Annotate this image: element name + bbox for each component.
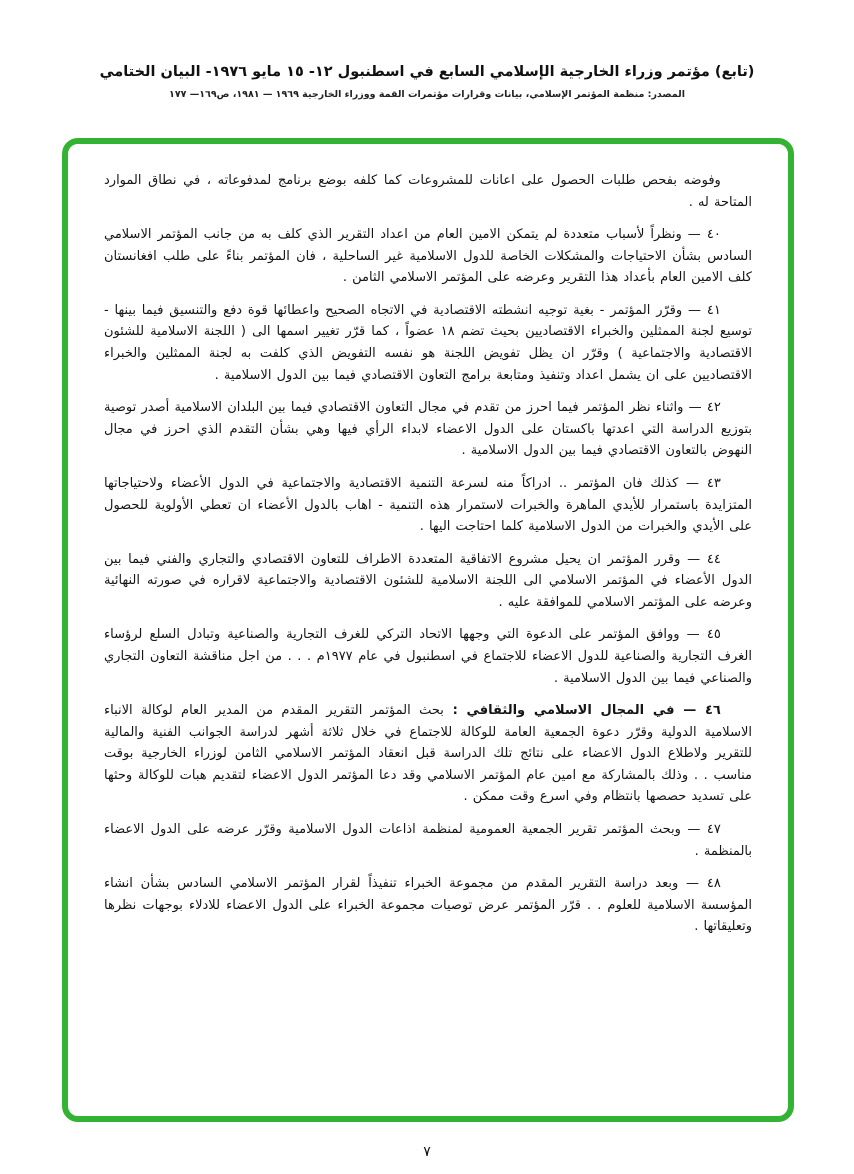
paragraph — [104, 624, 752, 689]
paragraph-body: بحث المؤتمر التقرير المقدم من المدير العام لوكالة الانباء الاسلامية الدولية وقرّر دعوة الجمعية العامة للوكالة للاجتماع في خلال ثلاثة أشهر لدراسة الجوانب الفنية والمالية للتقرير ولاطلاع الدول الاعضاء على نتائج تلك الدراسة قبل انعقاد المؤتمر الاسلامي الثامن لوزراء الخارجية بوقت مناسب . . وذلك بالمشاركة مع امين عام المؤتمر الاسلامي وقد دعا المؤتمر الدول الاعضاء لتقديم هبات للوكالة وحثها على تسديد حصصها بانتظام وفي اسرع وقت ممكن . — [104, 703, 752, 805]
page-number: ٧ — [423, 1144, 431, 1160]
paragraph-body: ٤٢ — واثناء نظر المؤتمر فيما احرز من تقدم في مجال التعاون الاقتصادي فيما بين البلدان الاسلامية أصدر توصية بتوزيع الدراسة التي اعدتها باكستان على الدول الاعضاء لابداء الرأي فيها وهي بشأن التقدم الذي احرز في مجال النهوض بالتعاون الاقتصادي فيما بين الدول الاسلامية . — [104, 400, 752, 459]
paragraph — [104, 224, 752, 289]
paragraph-body: ٤١ — وقرّر المؤتمر - بغية توجيه انشطته الاقتصادية في الاتجاه الصحيح واعطائها قوة دفع والتنسيق فيما بينها - توسيع لجنة الممثلين والخبراء الاقتصاديين بحيث تضم ١٨ عضواً ، كما قرّر تغيير اسمها الى ( اللجنة الاسلامية للشئون الاقتصادية والاجتماعية ) وقرّر ان يظل تفويض اللجنة هو نفسه التفويض الذي كلفت به لجنة الممثلين والخبراء الاقتصاديين على ان يشمل اعداد وتنفيذ ومتابعة برامج التعاون الاقتصادي فيما بين الدول الاسلامية . — [104, 302, 752, 383]
paragraph — [104, 549, 752, 614]
paragraph-body: وفوضه بفحص طلبات الحصول على اعانات للمشروعات كما كلفه بوضع برنامج لمدفوعاته ، في نطاق الموارد المتاحة له . — [104, 173, 752, 210]
green-bordered-content-box — [62, 138, 794, 1122]
paragraph-body: ٤٨ — وبعد دراسة التقرير المقدم من مجموعة الخبراء تنفيذاً لقرار المؤتمر الاسلامي السادس بشأن انشاء المؤسسة الاسلامية للعلوم . . قرّر المؤتمر عرض توصيات مجموعة الخبراء على الدول الاعضاء للادلاء بوجهات نظرها وتعليقاتها . — [104, 876, 752, 935]
page-header — [40, 64, 814, 100]
paragraph — [104, 473, 752, 538]
paragraph-lead: ٤٦ — في المجال الاسلامي والثقافي : — [443, 703, 721, 719]
paragraph — [104, 819, 752, 862]
paragraph-body: ٤٧ — وبحث المؤتمر تقرير الجمعية العمومية لمنظمة اذاعات الدول الاسلامية وقرّر عرضه على الدول الاعضاء بالمنظمة . — [104, 822, 752, 859]
paragraph — [104, 170, 752, 213]
paragraph-body: ٤٤ — وقرر المؤتمر ان يحيل مشروع الاتفاقية المتعددة الاطراف للتعاون الاقتصادي والتجاري والفني فيما بين الدول الأعضاء في المؤتمر الاسلامي الى اللجنة الاسلامية للشئون الاقتصادية والاجتماعية لاقراره في صورته النهائية وعرضه على المؤتمر الاسلامي للموافقة عليه . — [104, 551, 752, 610]
paragraph — [104, 300, 752, 386]
paragraph — [104, 700, 752, 808]
document-source-line: المصدر: منظمة المؤتمر الإسلامي، بيانات وقرارات مؤتمرات القمة ووزراء الخارجية ١٩٦٩ — ١٩٨١، ص١٦٩— ١٧٧ — [169, 89, 685, 100]
paragraph-body: ٤٥ — ووافق المؤتمر على الدعوة التي وجهها الاتحاد التركي للغرف التجارية والصناعية وتبادل السلع لرؤساء الغرف التجارية والصناعية للدول الاعضاء للاجتماع في اسطنبول في عام ١٩٧٧م . . . من اجل مناقشة التعاون التجاري والصناعي فيما بين الدول الاسلامية . — [104, 627, 752, 686]
paragraph — [104, 873, 752, 938]
paragraph-body: ٤٠ — ونظراً لأسباب متعددة لم يتمكن الامين العام من اعداد التقرير الذي كلف به من جانب المؤتمر الاسلامي السادس بشأن الاحتياجات والمشكلات الخاصة للدول الاسلامية غير الساحلية ، فان المؤتمر بناءً على طلب افغانستان كلف الامين العام بأعداد هذا التقرير وعرضه على المؤتمر الاسلامي الثامن . — [104, 227, 752, 286]
document-title: (تابع) مؤتمر وزراء الخارجية الإسلامي السابع في اسطنبول ١٢- ١٥ مايو ١٩٧٦- البيان الختامي — [99, 64, 755, 80]
paragraph-body: ٤٣ — كذلك فان المؤتمر .. ادراكاً منه لسرعة التنمية الاقتصادية والاجتماعية في الدول الأعضاء ولاحتياجاتها المتزايدة باستمرار للأيدي الماهرة والخبرات لاستمرار هذه التنمية - اهاب بالدول الأعضاء ان تعطي الأولوية للحصول على الأيدي والخبرات من الدول الاسلامية كلما احتاجت اليها . — [104, 475, 752, 535]
paragraph — [104, 397, 752, 462]
